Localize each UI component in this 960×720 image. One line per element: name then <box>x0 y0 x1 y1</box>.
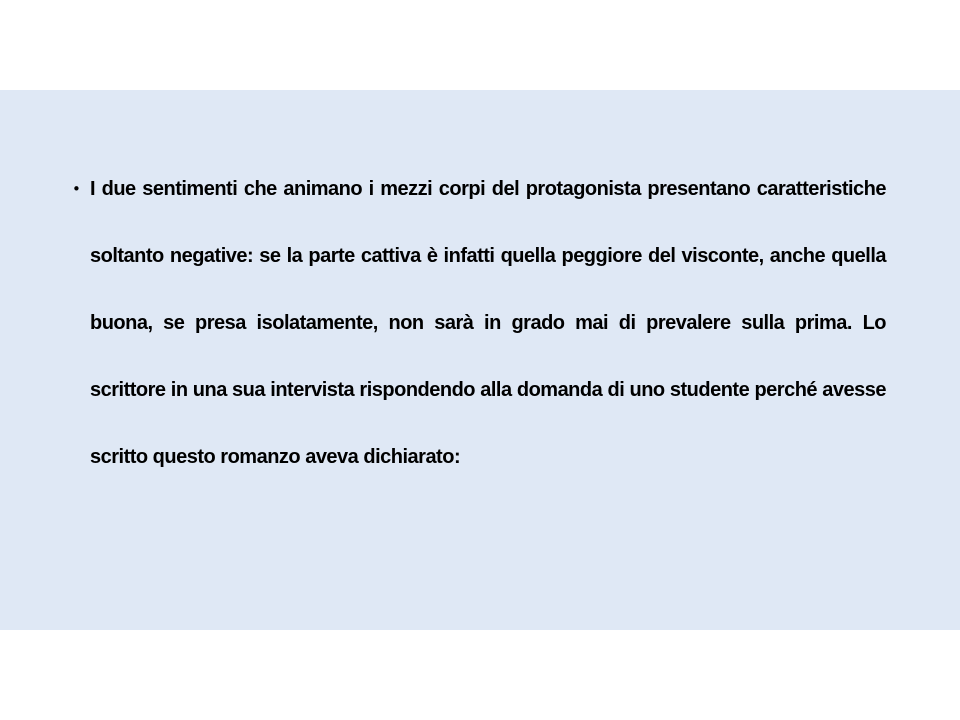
bullet-marker: • <box>72 180 81 198</box>
bullet-item <box>72 156 886 491</box>
bullet-list <box>72 156 886 491</box>
bullet-text: I due sentimenti che animano i mezzi corpi del protagonista presentano caratteristiche soltanto negative: se la parte cattiva è infatti quella peggiore del visconte, anche quella buona, se presa isolatamente, non sarà in grado mai di prevalere sulla prima. Lo scrittore in una sua intervista rispondendo alla domanda di uno studente perché avesse scritto questo romanzo aveva dichiarato: <box>90 178 886 468</box>
